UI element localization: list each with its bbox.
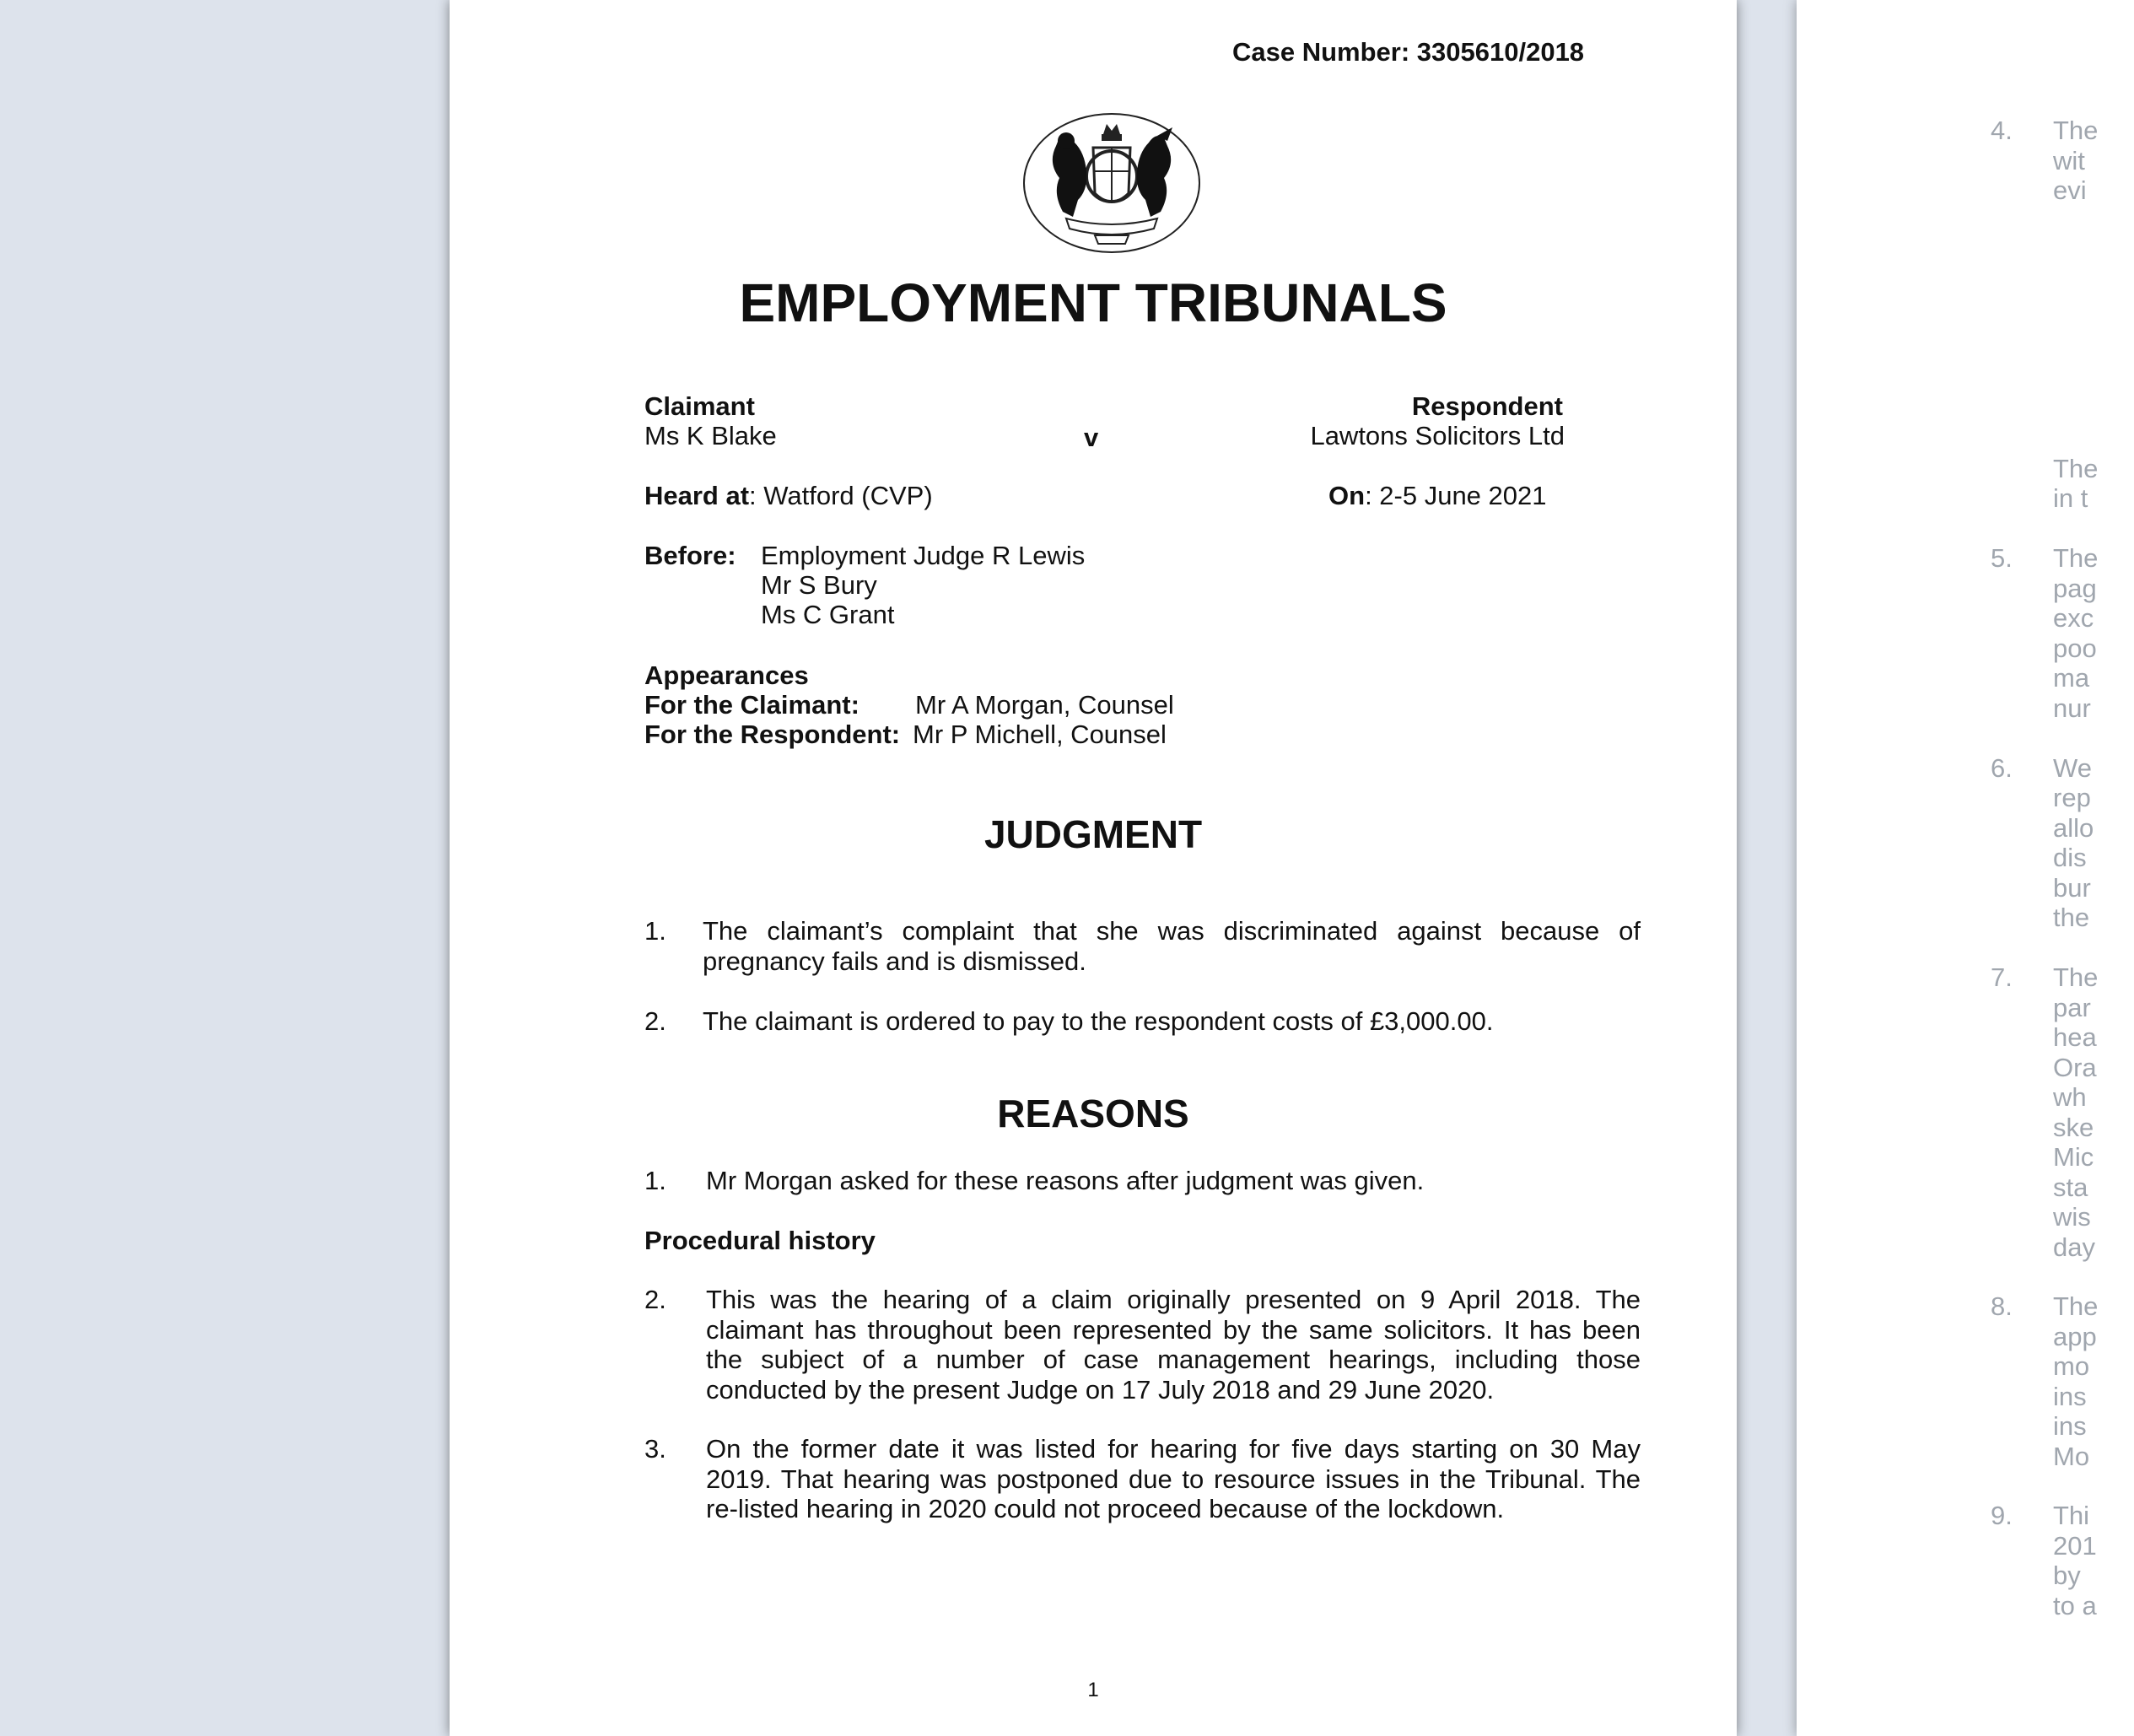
page2-text-fragment: pag xyxy=(2053,574,2097,603)
page2-text-fragment: exc xyxy=(2053,603,2094,633)
page2-paragraph-number: 7. xyxy=(1991,962,2013,992)
page2-text-fragment: ins xyxy=(2053,1411,2087,1441)
reason-item-number: 1. xyxy=(644,1166,666,1195)
claimant-name: Ms K Blake xyxy=(644,421,777,450)
judgment-item-text: The claimant is ordered to pay to the respondent costs of £3,000.00. xyxy=(703,1006,1494,1036)
page-number: 1 xyxy=(1087,1679,1099,1701)
page2-paragraph-number: 8. xyxy=(1991,1291,2013,1321)
page2-text-fragment: to a xyxy=(2053,1591,2097,1620)
page2-text-fragment: The xyxy=(2053,962,2099,992)
reason-item-number: 2. xyxy=(644,1285,666,1314)
claimant-label: Claimant xyxy=(644,391,755,421)
page2-text-fragment: in t xyxy=(2053,483,2088,513)
page2-text-fragment: Mic xyxy=(2053,1142,2094,1172)
judgment-item-text: The claimant’s complaint that she was discriminated against because of pregnancy fails and is dismissed. xyxy=(703,916,1641,976)
page2-text-fragment: wh xyxy=(2053,1082,2087,1112)
reason-item-text: This was the hearing of a claim originally presented on 9 April 2018. The claimant has throughout been represented by the same solicitors. It has been the subject of a number of case management hearings, including those conducted by the present Judge on 17 July 2018 and 29 June 2020. xyxy=(706,1285,1641,1404)
royal-coat-of-arms-icon xyxy=(1022,112,1201,254)
reasons-heading: REASONS xyxy=(997,1092,1189,1135)
for-respondent-label: For the Respondent: xyxy=(644,720,901,749)
on-value: : 2-5 June 2021 xyxy=(1365,481,1547,510)
page2-text-fragment: evi xyxy=(2053,175,2087,205)
heard-at-value: : Watford (CVP) xyxy=(749,481,933,510)
for-claimant-value: Mr A Morgan, Counsel xyxy=(915,690,1174,720)
page2-text-fragment: wit xyxy=(2053,146,2085,175)
heard-at-label: Heard at xyxy=(644,481,750,510)
page2-text-fragment: bur xyxy=(2053,873,2091,903)
page2-text-fragment: app xyxy=(2053,1322,2097,1351)
for-respondent-value: Mr P Michell, Counsel xyxy=(913,720,1167,749)
for-claimant-label: For the Claimant: xyxy=(644,690,860,720)
page2-text-fragment: by xyxy=(2053,1561,2081,1590)
page2-paragraph-number: 4. xyxy=(1991,116,2013,145)
page2-paragraph-number: 6. xyxy=(1991,753,2013,783)
page2-text-fragment: par xyxy=(2053,993,2091,1022)
respondent-label: Respondent xyxy=(1411,391,1563,421)
page2-text-fragment: mo xyxy=(2053,1351,2090,1381)
page2-text-fragment: The xyxy=(2053,543,2099,573)
page2-text-fragment: Thi xyxy=(2053,1501,2090,1530)
page2-text-fragment: nur xyxy=(2053,693,2091,723)
page2-text-fragment: ske xyxy=(2053,1113,2094,1142)
page2-text-fragment: wis xyxy=(2053,1202,2091,1232)
hearing-date xyxy=(1328,481,1547,510)
page2-text-fragment: ins xyxy=(2053,1382,2087,1411)
before-label: Before: xyxy=(644,541,736,570)
page2-text-fragment: We xyxy=(2053,753,2092,783)
page2-text-fragment: The xyxy=(2053,454,2099,483)
page2-text-fragment: hea xyxy=(2053,1022,2097,1052)
panel-member: Employment Judge R Lewis xyxy=(761,541,1086,570)
page2-text-fragment: allo xyxy=(2053,813,2094,843)
panel-member: Ms C Grant xyxy=(761,600,895,629)
heard-at xyxy=(644,481,933,510)
page2-text-fragment: The xyxy=(2053,1291,2099,1321)
reason-item-text: Mr Morgan asked for these reasons after judgment was given. xyxy=(706,1166,1425,1195)
respondent-name: Lawtons Solicitors Ltd xyxy=(1310,421,1565,450)
case-number: Case Number: 3305610/2018 xyxy=(1232,37,1585,67)
panel-member: Mr S Bury xyxy=(761,570,877,600)
page2-paragraph-number: 9. xyxy=(1991,1501,2013,1530)
page2-text-fragment: poo xyxy=(2053,633,2097,663)
judgment-item-number: 1. xyxy=(644,916,666,946)
page2-text-fragment: the xyxy=(2053,903,2090,932)
page2-paragraph-number: 5. xyxy=(1991,543,2013,573)
page2-text-fragment: Ora xyxy=(2053,1053,2097,1082)
page2-text-fragment: dis xyxy=(2053,843,2087,872)
page2-text-fragment: sta xyxy=(2053,1173,2088,1202)
procedural-history-heading: Procedural history xyxy=(644,1226,876,1255)
page2-text-fragment: Mo xyxy=(2053,1442,2090,1471)
on-label: On xyxy=(1328,481,1366,510)
versus-marker: v xyxy=(1084,423,1099,452)
document-page-1 xyxy=(450,0,1737,1736)
page2-text-fragment: rep xyxy=(2053,783,2091,812)
page2-text-fragment: day xyxy=(2053,1232,2095,1262)
page2-text-fragment: ma xyxy=(2053,663,2090,693)
page2-text-fragment: 201 xyxy=(2053,1531,2097,1561)
judgment-heading: JUDGMENT xyxy=(983,812,1203,856)
document-title: EMPLOYMENT TRIBUNALS xyxy=(739,272,1447,333)
reason-item-text: On the former date it was listed for hearing for five days starting on 30 May 2019. That hearing was postponed due to resource issues in the Tribunal. The re-listed hearing in 2020 could not proceed because of the lockdown. xyxy=(706,1434,1641,1523)
page2-text-fragment: The xyxy=(2053,116,2099,145)
judgment-item-number: 2. xyxy=(644,1006,666,1036)
appearances-heading: Appearances xyxy=(644,660,809,690)
reason-item-number: 3. xyxy=(644,1434,666,1464)
